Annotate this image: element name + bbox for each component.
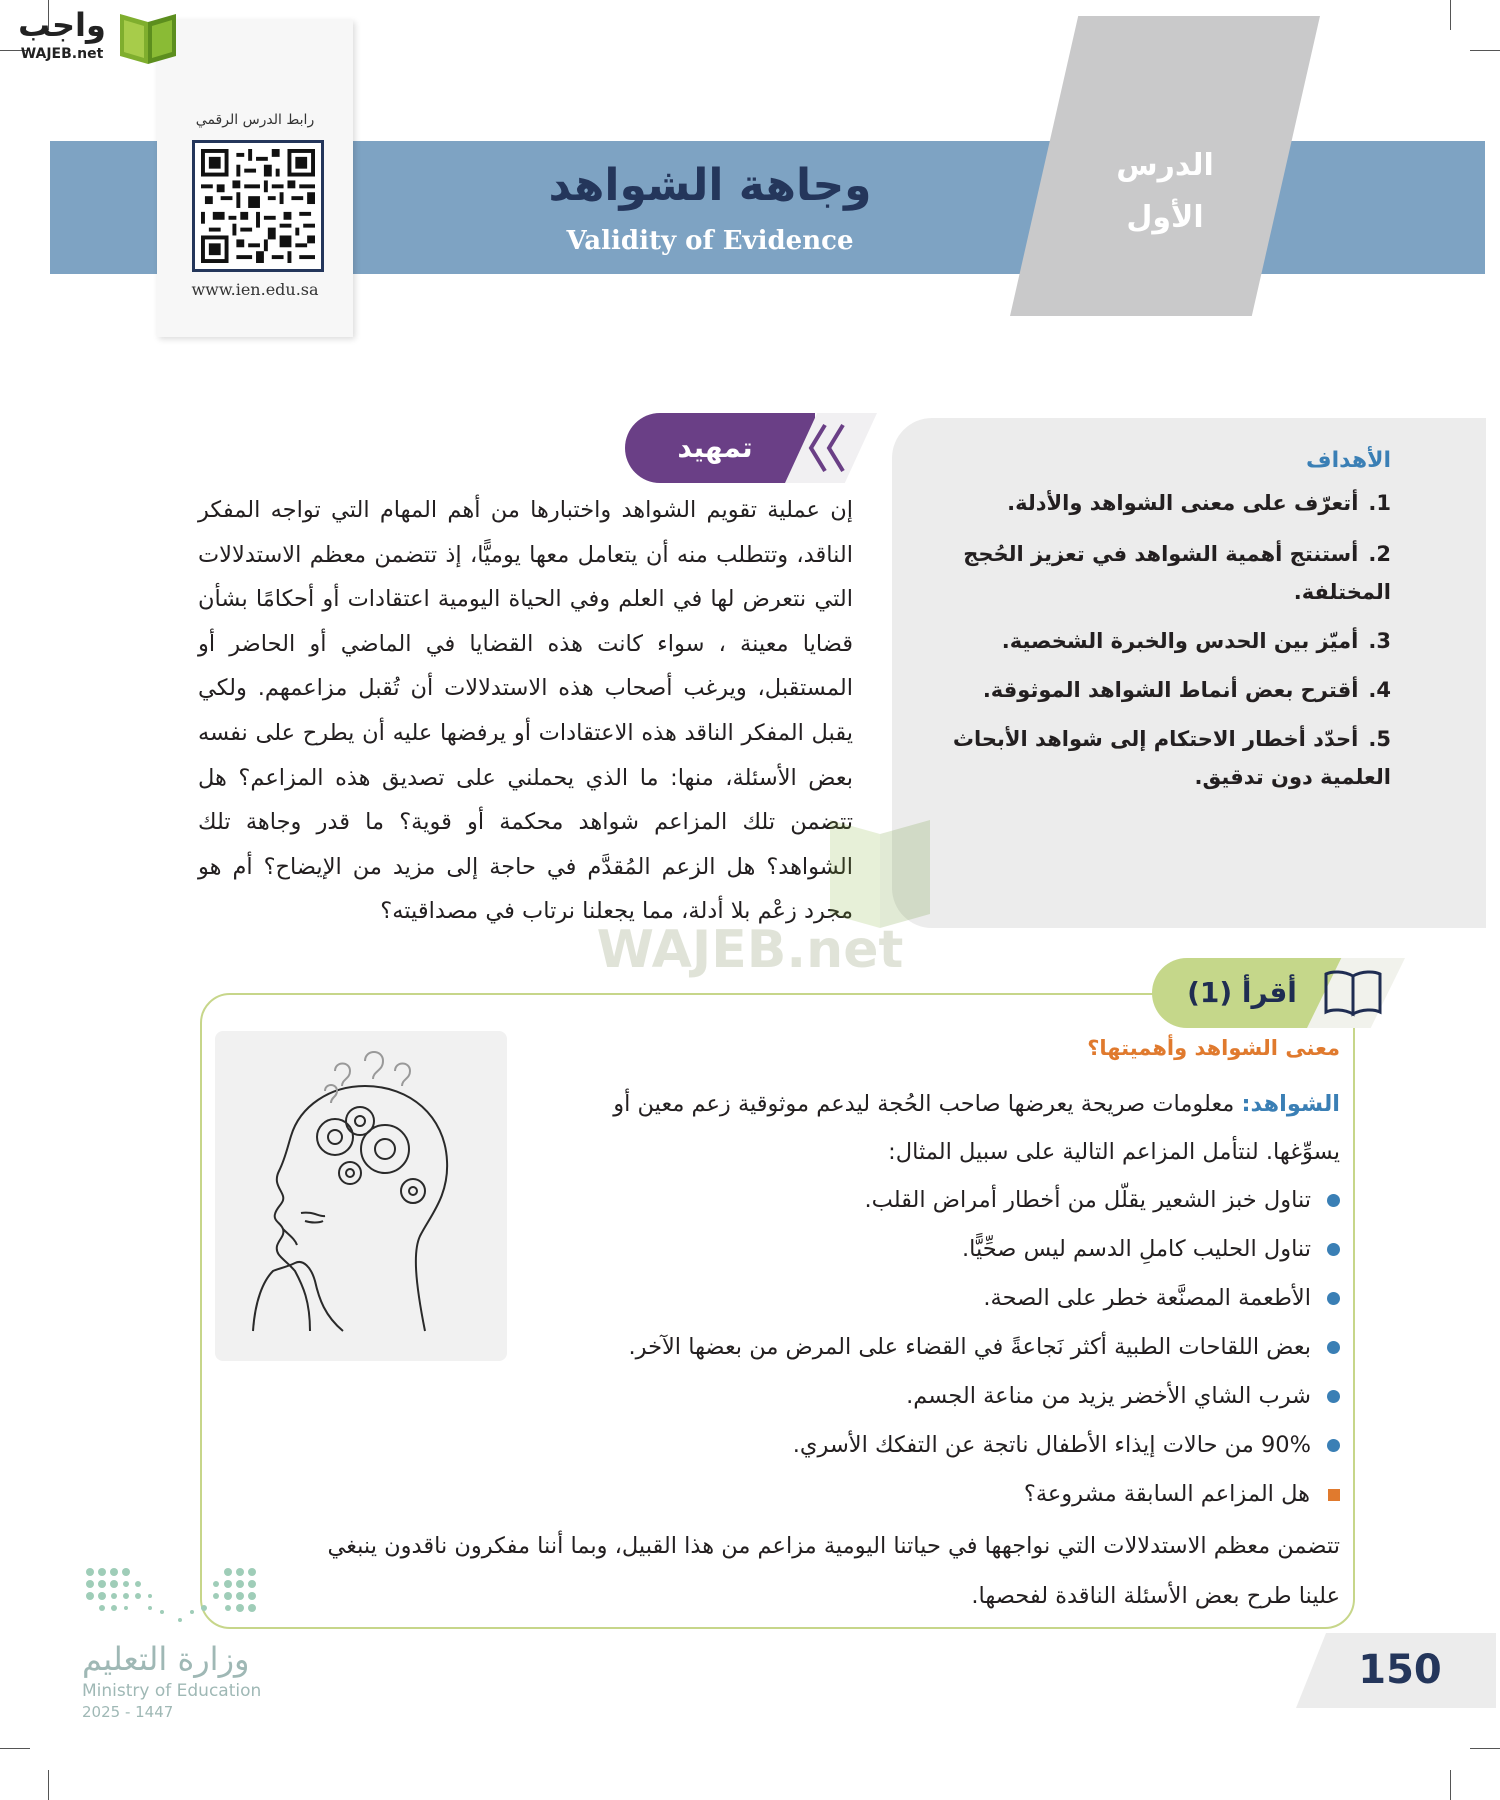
intro-paragraph: إن عملية تقويم الشواهد واختبارها من أهم المهام التي تواجه المفكر الناقد، وتتطلب منه أن يتعامل معها يوميًّا، إذ تتضمن معظم الاستدلالات التي نتعرض لها في العلم وفي الحياة اليومية اعتقادات أو أحكامًا بشأن قضايا معينة ، سواء كانت هذه القضايا في الماضي أو الحاضر أو المستقبل، ويرغب أصحاب هذه الاستدلالات أن تُقبل مزاعمهم. ولكي يقبل المفكر الناقد هذه الاعتقادات أو يرفضها عليه أن يطرح على نفسه بعض الأسئلة، منها: ما الذي يحملني على تصديق هذه المزاعم؟ هل تتضمن تلك المزاعم شواهد محكمة أو قوية؟ ما قدر وجاهة تلك الشواهد؟ هل الزعم المُقدَّم في حاجة إلى مزيد من الإيضاح؟ أم هو مجرد زعْم بلا أدلة، مما يجعلنا نرتاب في مصداقيته؟: [198, 497, 853, 925]
objective-text: أحدّد أخطار الاحتكام إلى شواهد الأبحاث العلمية دون تدقيق.: [952, 727, 1391, 789]
definition-term: الشواهد:: [1241, 1091, 1340, 1117]
qr-url[interactable]: www.ien.edu.sa: [191, 280, 319, 299]
list-item: [540, 1372, 1340, 1421]
lesson-title-en: Validity of Evidence: [566, 226, 854, 256]
list-item: [540, 1225, 1340, 1274]
objective-number: 5.: [1368, 727, 1391, 751]
intro-label: تمهيد: [677, 431, 753, 464]
objective-text: أميّز بين الحدس والخبرة الشخصية.: [1001, 629, 1359, 653]
objective-number: 2.: [1368, 542, 1391, 566]
wajeb-logo: [10, 6, 190, 66]
lesson-title-ar: وجاهة الشواهد: [548, 160, 872, 211]
ministry-name-en: Ministry of Education: [82, 1681, 262, 1701]
objective-number: 3.: [1368, 629, 1391, 653]
question-text: هل المزاعم السابقة مشروعة؟: [1023, 1481, 1310, 1507]
objective-text: أستنتج أهمية الشواهد في تعزيز الحُجج المختلفة.: [963, 542, 1391, 604]
logo-text-en: WAJEB.net: [20, 46, 104, 62]
objectives-title: الأهداف: [1306, 448, 1391, 473]
crop-mark: [1450, 1770, 1451, 1800]
ministry-logo-icon: [80, 1562, 270, 1628]
open-book-icon: [1322, 968, 1384, 1018]
lesson-line-2: الأول: [1126, 200, 1204, 235]
list-item-text: 90% من حالات إيذاء الأطفال ناتجة عن التفكك الأسري.: [792, 1432, 1311, 1458]
objective-text: أقترح بعض أنماط الشواهد الموثوقة.: [982, 678, 1359, 702]
objective-text: أتعرّف على معنى الشواهد والأدلة.: [1007, 491, 1359, 515]
academic-year: 2025 - 1447: [82, 1703, 174, 1721]
bullet-icon: [1327, 1390, 1340, 1403]
crop-mark: [48, 1770, 49, 1800]
list-item: [540, 1176, 1340, 1225]
watermark: [500, 820, 1000, 980]
watermark-text: WAJEB.net: [596, 920, 904, 980]
crop-mark: [0, 1748, 30, 1749]
objective-item: [921, 535, 1391, 611]
bullet-icon: [1327, 1243, 1340, 1256]
page-number: 150: [1358, 1647, 1442, 1693]
list-item-text: تناول خبز الشعير يقلّل من أخطار أمراض القلب.: [864, 1187, 1311, 1213]
qr-label: رابط الدرس الرقمي: [195, 112, 315, 128]
double-chevron-icon: [795, 419, 865, 477]
objective-number: 1.: [1368, 491, 1391, 515]
objective-item: [921, 720, 1391, 796]
list-item: [540, 1421, 1340, 1470]
list-item: [540, 1323, 1340, 1372]
qr-code-icon[interactable]: [192, 140, 324, 272]
logo-text-ar: واجب: [18, 6, 106, 44]
examples-intro: يسوِّغها. لنتأمل المزاعم التالية على سبيل المثال:: [888, 1139, 1340, 1165]
bullet-icon: [1327, 1194, 1340, 1207]
lesson-line-1: الدرس: [1116, 148, 1214, 183]
list-item-text: الأطعمة المصنَّعة خطر على الصحة.: [983, 1285, 1311, 1311]
objective-item: [921, 622, 1391, 660]
qr-card[interactable]: [157, 20, 353, 337]
bullet-icon: [1327, 1341, 1340, 1354]
definition-text: معلومات صريحة يعرضها صاحب الحُجة ليدعم موثوقية زعم معين أو: [613, 1091, 1242, 1117]
crop-mark: [1470, 1748, 1500, 1749]
lesson-number: [1080, 140, 1250, 244]
list-item-text: شرب الشاي الأخضر يزيد من مناعة الجسم.: [906, 1383, 1311, 1409]
crop-mark: [1470, 50, 1500, 51]
reading-label: أقرأ (1): [1187, 976, 1297, 1009]
conclusion-line-2: علينا طرح بعض الأسئلة الناقدة لفحصها.: [971, 1583, 1340, 1609]
ministry-name-ar: وزارة التعليم: [82, 1640, 250, 1678]
objective-item: [921, 484, 1391, 522]
crop-mark: [1450, 0, 1451, 30]
reading-tag: [1152, 958, 1405, 1030]
reading-subtitle: معنى الشواهد وأهميتها؟: [1087, 1036, 1340, 1060]
objective-item: [921, 671, 1391, 709]
conclusion-paragraph: [215, 1521, 1340, 1621]
list-item-text: تناول الحليب كاملِ الدسم ليس صحِّيًّا.: [961, 1236, 1311, 1262]
bullet-icon: [1327, 1292, 1340, 1305]
intro-tag: [625, 413, 877, 483]
list-item: [540, 1274, 1340, 1323]
list-item-text: بعض اللقاحات الطبية أكثر نَجاعةً في القضاء على المرض من بعضها الآخر.: [628, 1334, 1311, 1360]
question-item: [540, 1470, 1340, 1519]
thinking-head-illustration: [215, 1031, 507, 1361]
definition-line: [520, 1080, 1340, 1128]
bullet-icon: [1327, 1439, 1340, 1452]
square-bullet-icon: [1328, 1489, 1340, 1501]
conclusion-line-1: تتضمن معظم الاستدلالات التي نواجهها في حياتنا اليومية مزاعم من هذا القبيل، وبما أننا مفكرون ناقدون ينبغي: [327, 1533, 1340, 1559]
objective-number: 4.: [1368, 678, 1391, 702]
